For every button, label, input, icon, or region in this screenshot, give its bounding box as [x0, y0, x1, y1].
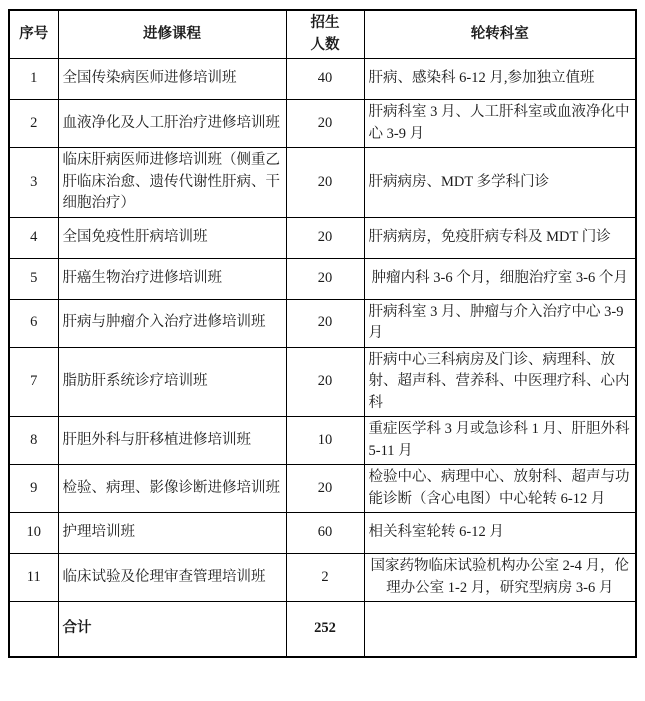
course-name-cell: 肝癌生物治疗进修培训班 — [58, 258, 286, 299]
table-row — [9, 258, 636, 299]
table-row — [9, 347, 636, 417]
serial-number-cell: 7 — [9, 347, 58, 417]
serial-number-cell: 9 — [9, 465, 58, 513]
rotation-departments-cell: 国家药物临床试验机构办公室 2-4 月，伦理办公室 1-2 月，研究型病房 3-6 月 — [364, 554, 636, 602]
serial-number-cell — [9, 602, 58, 657]
column-header-rotation: 轮转科室 — [364, 10, 636, 59]
enrollment-quota-cell: 20 — [286, 299, 364, 347]
course-name-cell: 临床试验及伦理审查管理培训班 — [58, 554, 286, 602]
course-name-cell: 肝胆外科与肝移植进修培训班 — [58, 417, 286, 465]
course-name-cell: 检验、病理、影像诊断进修培训班 — [58, 465, 286, 513]
rotation-departments-cell: 相关科室轮转 6-12 月 — [364, 513, 636, 554]
table-row — [9, 148, 636, 218]
enrollment-quota-cell: 20 — [286, 347, 364, 417]
rotation-departments-cell: 肿瘤内科 3-6 个月，细胞治疗室 3-6 个月 — [364, 258, 636, 299]
table-total-row — [9, 602, 636, 657]
table-row — [9, 513, 636, 554]
enrollment-quota-cell: 20 — [286, 258, 364, 299]
column-header-course: 进修课程 — [58, 10, 286, 59]
course-name-cell: 护理培训班 — [58, 513, 286, 554]
serial-number-cell: 11 — [9, 554, 58, 602]
rotation-departments-cell: 肝病科室 3 月、人工肝科室或血液净化中心 3-9 月 — [364, 100, 636, 148]
table-header-row — [9, 10, 636, 59]
enrollment-quota-cell: 252 — [286, 602, 364, 657]
serial-number-cell: 5 — [9, 258, 58, 299]
column-header-serial-number: 序号 — [9, 10, 58, 59]
rotation-departments-cell: 重症医学科 3 月或急诊科 1 月、肝胆外科 5-11 月 — [364, 417, 636, 465]
enrollment-quota-cell: 20 — [286, 217, 364, 258]
table-body — [9, 59, 636, 657]
course-name-cell: 合计 — [58, 602, 286, 657]
enrollment-quota-cell: 20 — [286, 148, 364, 218]
serial-number-cell: 1 — [9, 59, 58, 100]
table-row — [9, 465, 636, 513]
course-name-cell: 临床肝病医师进修培训班（侧重乙肝临床治愈、遗传代谢性肝病、干细胞治疗） — [58, 148, 286, 218]
serial-number-cell: 4 — [9, 217, 58, 258]
rotation-departments-cell: 肝病中心三科病房及门诊、病理科、放射、超声科、营养科、中医理疗科、心内科 — [364, 347, 636, 417]
table-row — [9, 59, 636, 100]
rotation-departments-cell: 肝病病房、MDT 多学科门诊 — [364, 148, 636, 218]
course-name-cell: 全国传染病医师进修培训班 — [58, 59, 286, 100]
column-header-quota-label: 招生人数 — [310, 15, 340, 53]
rotation-departments-cell: 肝病病房，免疫肝病专科及 MDT 门诊 — [364, 217, 636, 258]
rotation-departments-cell: 检验中心、病理中心、放射科、超声与功能诊断（含心电图）中心轮转 6-12 月 — [364, 465, 636, 513]
serial-number-cell: 10 — [9, 513, 58, 554]
serial-number-cell: 3 — [9, 148, 58, 218]
table-row — [9, 299, 636, 347]
serial-number-cell: 2 — [9, 100, 58, 148]
course-name-cell: 血液净化及人工肝治疗进修培训班 — [58, 100, 286, 148]
course-name-cell: 全国免疫性肝病培训班 — [58, 217, 286, 258]
column-header-quota — [286, 10, 364, 59]
rotation-departments-cell — [364, 602, 636, 657]
enrollment-quota-cell: 20 — [286, 465, 364, 513]
table-row — [9, 100, 636, 148]
enrollment-quota-cell: 20 — [286, 100, 364, 148]
enrollment-quota-cell: 40 — [286, 59, 364, 100]
rotation-departments-cell: 肝病科室 3 月、肿瘤与介入治疗中心 3-9 月 — [364, 299, 636, 347]
table-row — [9, 217, 636, 258]
enrollment-quota-cell: 60 — [286, 513, 364, 554]
table-row — [9, 554, 636, 602]
training-courses-table — [8, 9, 637, 658]
course-name-cell: 脂肪肝系统诊疗培训班 — [58, 347, 286, 417]
serial-number-cell: 8 — [9, 417, 58, 465]
rotation-departments-cell: 肝病、感染科 6-12 月,参加独立值班 — [364, 59, 636, 100]
course-name-cell: 肝病与肿瘤介入治疗进修培训班 — [58, 299, 286, 347]
table-row — [9, 417, 636, 465]
enrollment-quota-cell: 2 — [286, 554, 364, 602]
serial-number-cell: 6 — [9, 299, 58, 347]
enrollment-quota-cell: 10 — [286, 417, 364, 465]
